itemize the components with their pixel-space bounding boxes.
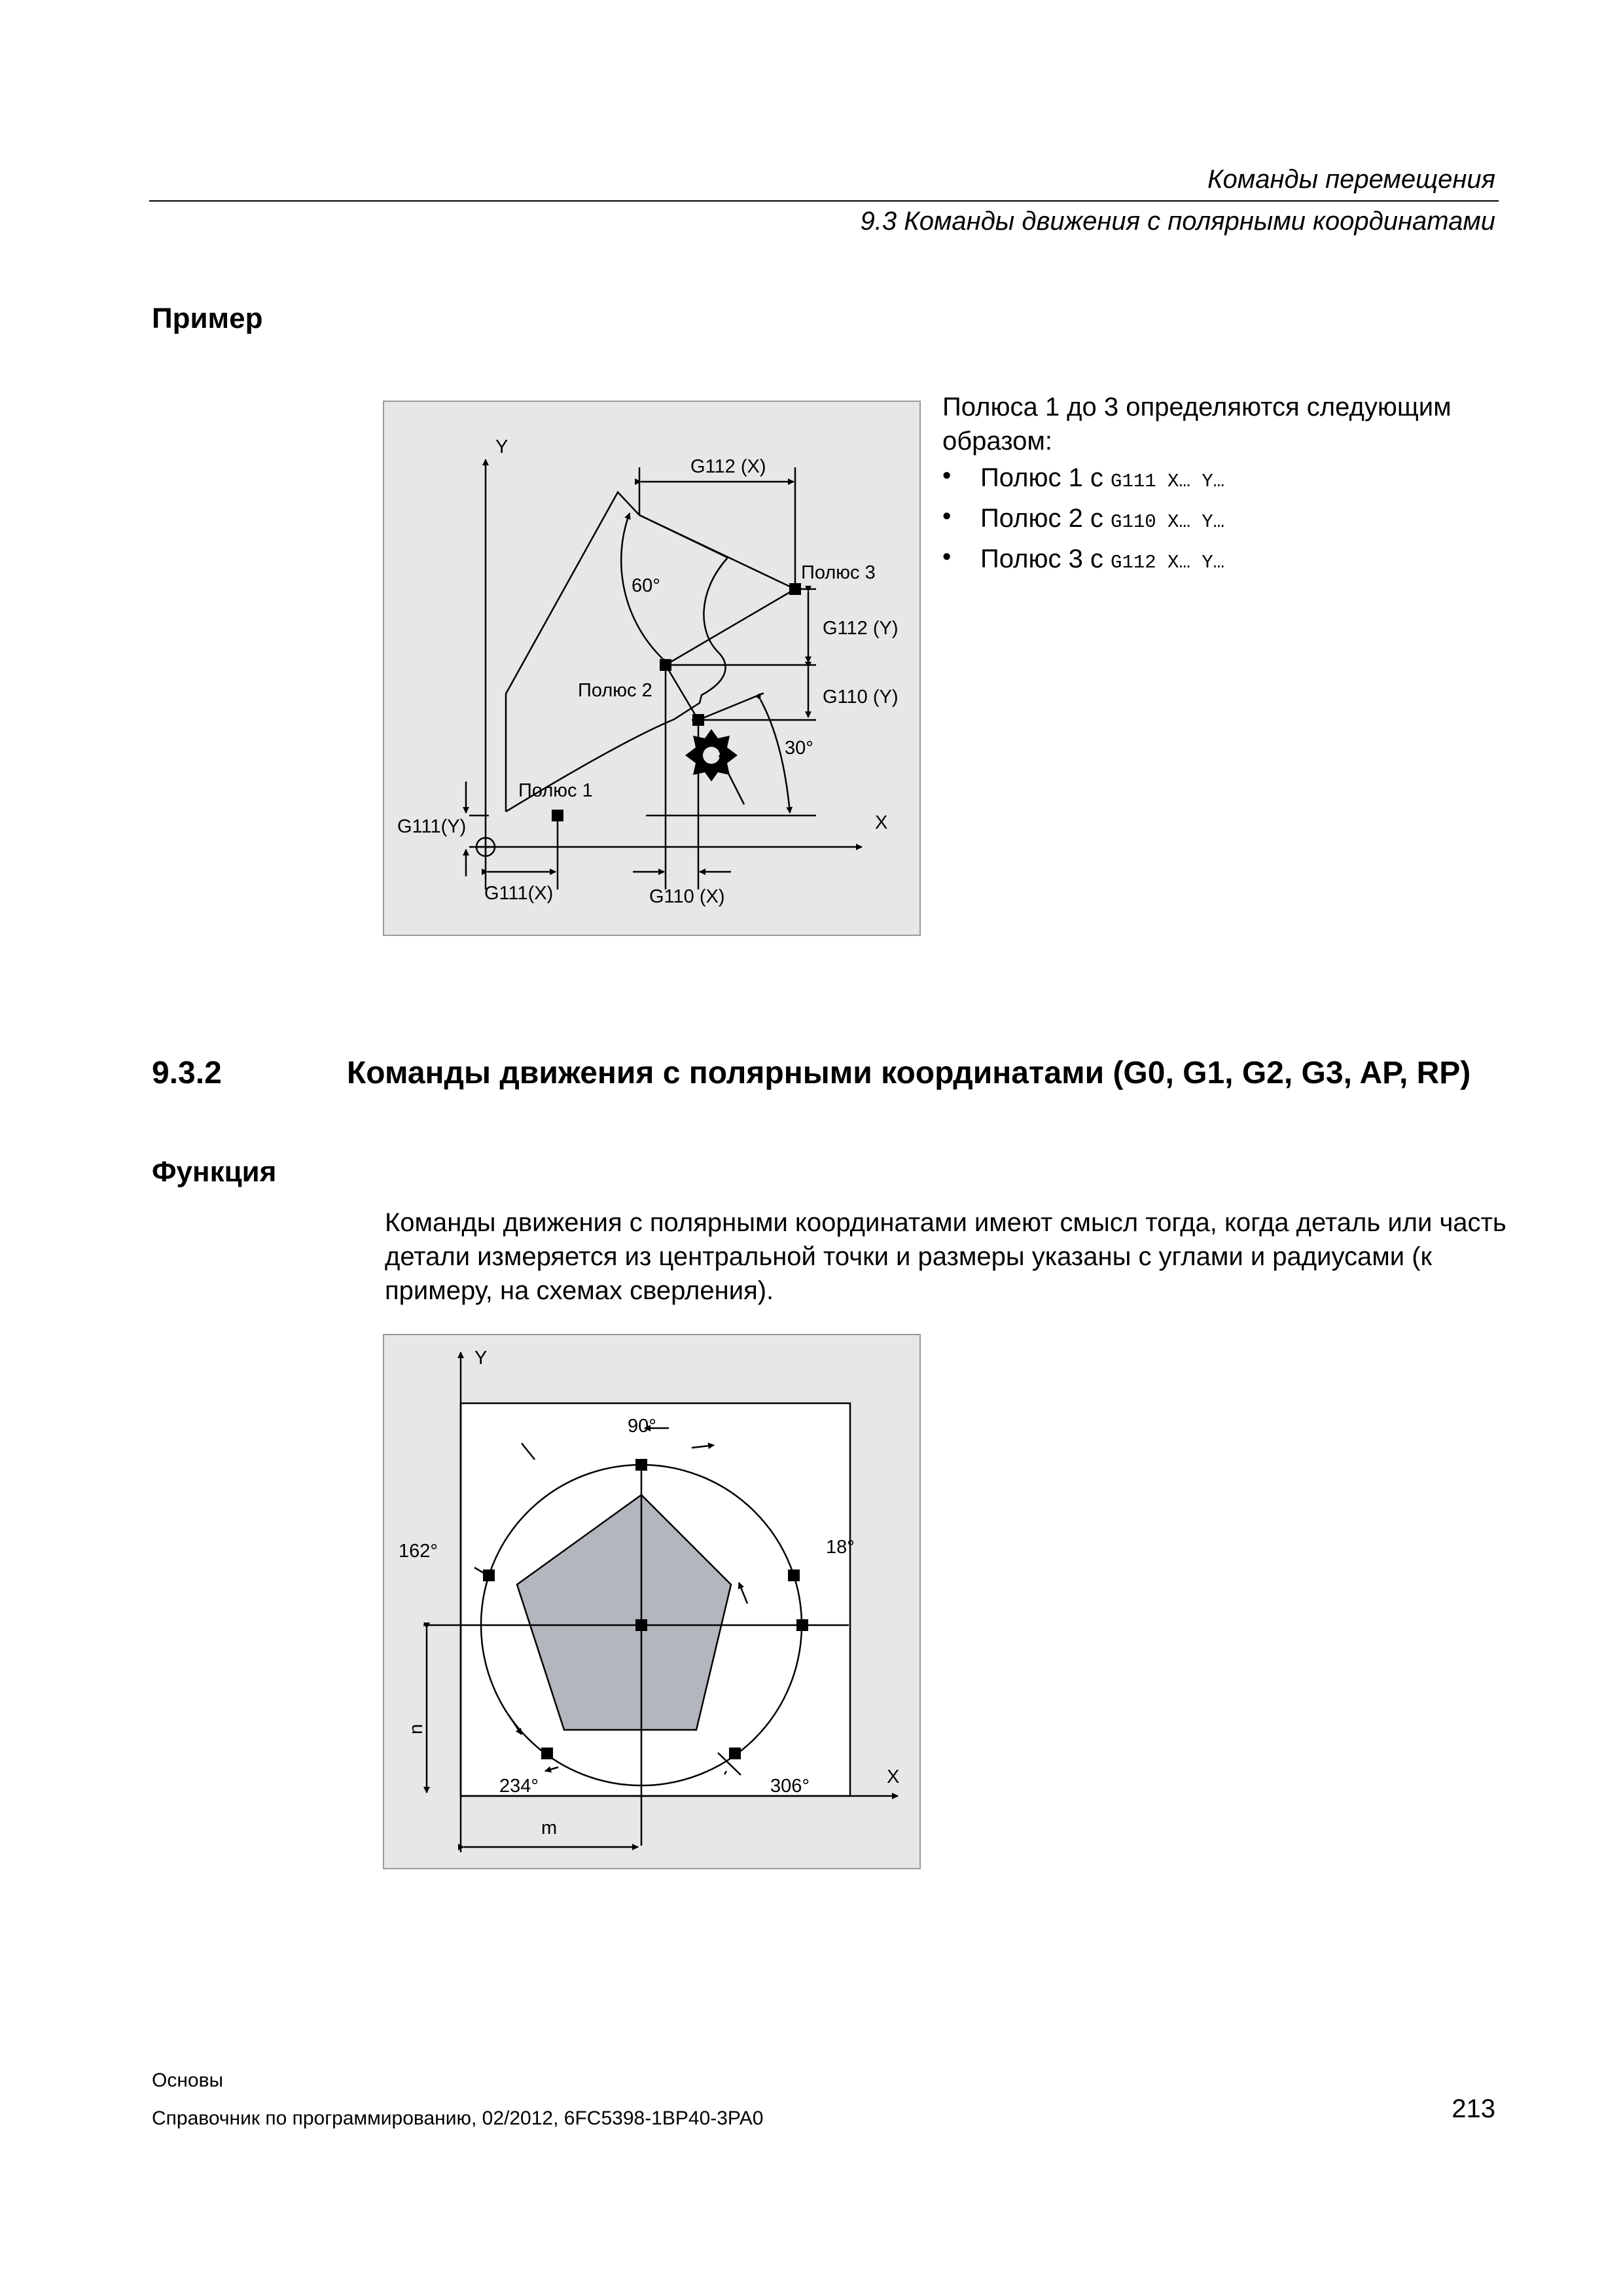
fig2-y-axis-label: Y	[474, 1348, 488, 1369]
workpiece-contour	[506, 492, 728, 812]
pentagon-polar-figure	[383, 1334, 921, 1869]
angle-18-label: 18°	[826, 1537, 855, 1558]
g112x-label: G112 (X)	[690, 456, 766, 477]
milling-cutter-icon	[685, 729, 744, 804]
dim-m-label: m	[541, 1818, 558, 1839]
pole-1-marker	[552, 810, 563, 821]
pole-1-code: G111 X… Y…	[1111, 471, 1225, 492]
angle-234-label: 234°	[499, 1776, 539, 1797]
pole-2-bullet: • Полюс 2 с G110 X… Y…	[942, 504, 1224, 545]
g110y-label: G110 (Y)	[823, 687, 899, 708]
hole-90-marker	[635, 1459, 647, 1471]
footer-line-2: Справочник по программированию, 02/2012, 6FC5398-1BP40-3PA0	[152, 2108, 764, 2129]
section-title: Команды движения с полярными координатами (G0, G1, G2, G3, AP, RP)	[347, 1056, 1471, 1090]
g110x-label: G110 (X)	[649, 886, 725, 907]
pole-2-label: Полюс 2	[578, 680, 652, 701]
start-marker	[796, 1619, 808, 1631]
pole-2-code: G110 X… Y…	[1111, 511, 1225, 533]
pole-definition-list	[942, 463, 1224, 585]
function-heading: Функция	[152, 1156, 277, 1188]
angle-60-label: 60°	[632, 575, 660, 596]
center-marker	[635, 1619, 647, 1631]
fig1-x-axis-label: X	[875, 812, 888, 833]
page-number: 213	[1452, 2094, 1495, 2123]
header-rule	[149, 200, 1499, 202]
running-header-section: 9.3 Команды движения с полярными координатами	[860, 207, 1495, 236]
fig1-y-axis-label: Y	[495, 437, 508, 457]
running-header-chapter: Команды перемещения	[1207, 165, 1495, 194]
pole-1-bullet: • Полюс 1 с G111 X… Y…	[942, 463, 1224, 504]
g111y-label: G111(Y)	[397, 816, 467, 837]
g112y-label: G112 (Y)	[823, 618, 899, 639]
section-number: 9.3.2	[152, 1056, 222, 1090]
pole-1-label: Полюс 1	[518, 780, 593, 801]
hole-162-marker	[483, 1570, 495, 1581]
pole-2-marker	[660, 659, 671, 671]
contour-point-marker	[692, 714, 704, 726]
footer-line-1: Основы	[152, 2070, 224, 2091]
hole-234-marker	[541, 1748, 553, 1759]
dim-n-label: n	[406, 1723, 427, 1734]
pole-3-bullet: • Полюс 3 с G112 X… Y…	[942, 545, 1224, 585]
angle-30-label: 30°	[785, 738, 813, 759]
polar-poles-figure	[383, 401, 921, 936]
hole-18-marker	[788, 1570, 800, 1581]
pole-3-code: G112 X… Y…	[1111, 552, 1225, 573]
fig2-x-axis-label: X	[887, 1767, 900, 1787]
angle-162-label: 162°	[399, 1541, 438, 1562]
angle-90-label: 90°	[628, 1416, 656, 1437]
example-intro-text: Полюса 1 до 3 определяются следующим образом:	[942, 393, 1452, 456]
polar-poles-diagram	[384, 402, 919, 935]
pole-3-label: Полюс 3	[801, 562, 876, 583]
pentagon-polar-diagram	[384, 1335, 919, 1868]
example-heading: Пример	[152, 302, 263, 334]
pole-3-marker	[789, 583, 801, 595]
g111x-label: G111(X)	[484, 883, 554, 904]
hole-306-marker	[729, 1748, 741, 1759]
function-paragraph: Команды движения с полярными координатами имеют смысл тогда, когда деталь или часть детали измеряется из центральной точки и размеры указаны с углами и радиусами (к примеру, на схемах сверления).	[385, 1208, 1507, 1305]
angle-306-label: 306°	[770, 1776, 810, 1797]
